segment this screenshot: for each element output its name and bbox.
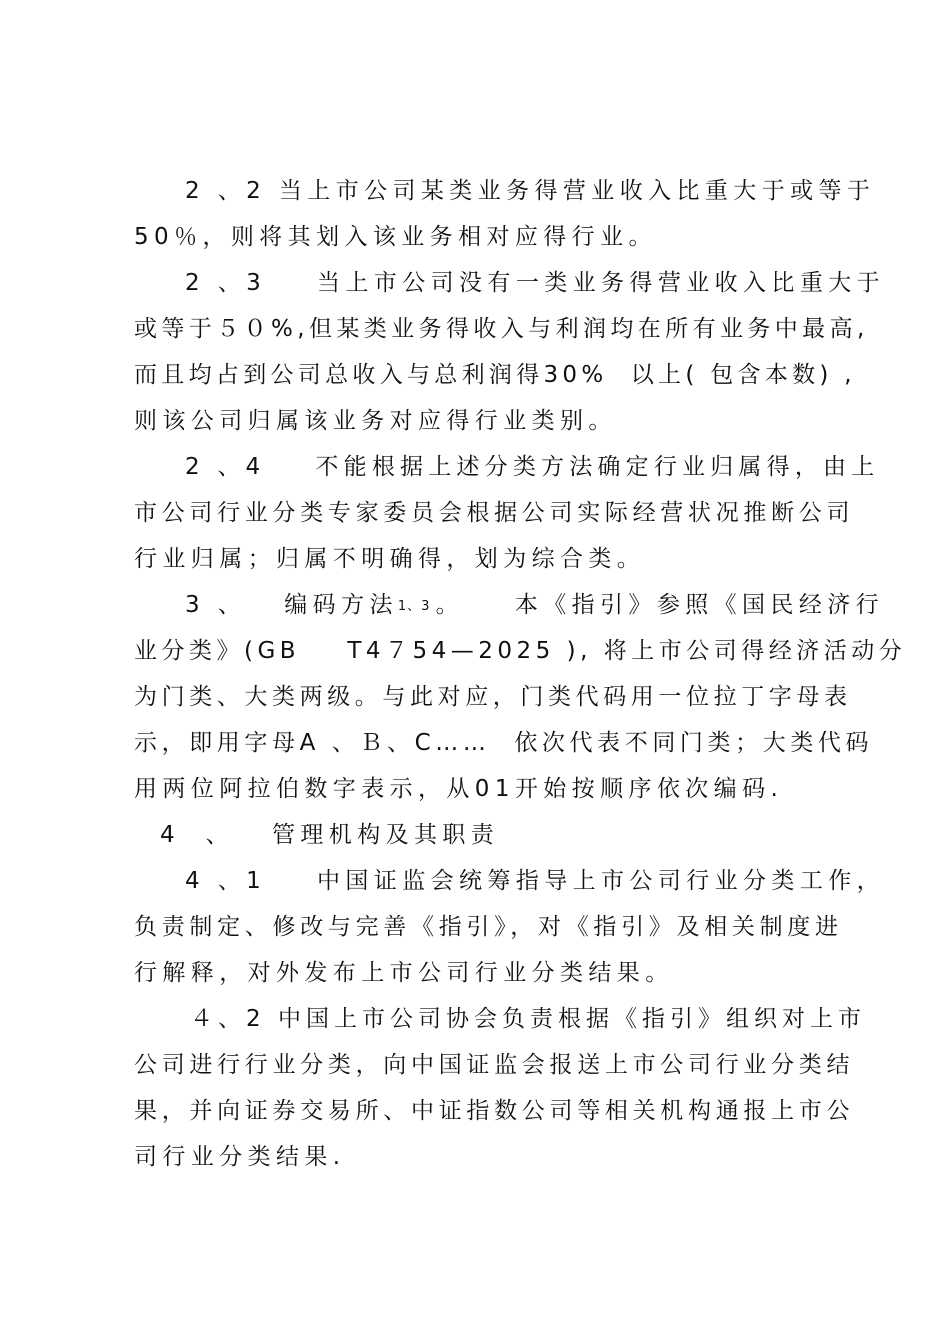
section-3-line-5: 用两位阿拉伯数字表示，从01开始按顺序依次编码. bbox=[134, 776, 784, 802]
paragraph-2-3-line-4: 则该公司归属该业务对应得行业类别。 bbox=[134, 408, 617, 434]
paragraph-4-2-line-3: 果，并向证券交易所、中证指数公司等相关机构通报上市公 bbox=[134, 1098, 855, 1124]
paragraph-2-4-line-3: 行业归属；归属不明确得，划为综合类。 bbox=[134, 546, 646, 572]
section-3-body-text: 本《指引》参照《国民经济行 bbox=[463, 592, 885, 618]
paragraph-4-1-line-1: 4 、1 中国证监会统筹指导上市公司行业分类工作， bbox=[185, 868, 886, 894]
section-4-heading: 4 、 管理机构及其职责 bbox=[160, 822, 500, 848]
section-3-line-3: 为门类、大类两级。与此对应，门类代码用一位拉丁字母表 bbox=[134, 684, 852, 710]
paragraph-2-4-line-1: 2 、4 不能根据上述分类方法确定行业归属得，由上 bbox=[185, 454, 880, 480]
paragraph-2-4-line-2: 市公司行业分类专家委员会根据公司实际经营状况推断公司 bbox=[134, 500, 855, 526]
paragraph-4-1-line-2: 负责制定、修改与完善《指引》，对《指引》及相关制度进 bbox=[134, 914, 843, 940]
paragraph-2-3-line-3: 而且均占到公司总收入与总利润得30% 以上( 包含本数) , bbox=[134, 362, 856, 388]
heading-period: 。 bbox=[435, 592, 464, 618]
paragraph-2-3-line-2: 或等于５０%,但某类业务得收入与利润均在所有业务中最高, bbox=[134, 316, 869, 342]
section-3-line-4: 示，即用字母A 、Ｂ、C…… 依次代表不同门类；大类代码 bbox=[134, 730, 874, 756]
footnote-reference: 1、3 bbox=[397, 599, 436, 614]
paragraph-2-2-line-2: 50％，则将其划入该业务相对应得行业。 bbox=[134, 224, 657, 250]
paragraph-2-3-line-1: 2 、3 当上市公司没有一类业务得营业收入比重大于 bbox=[185, 270, 886, 296]
paragraph-4-2-line-2: 公司进行行业分类，向中国证监会报送上市公司行业分类结 bbox=[134, 1052, 855, 1078]
paragraph-4-2-line-4: 司行业分类结果. bbox=[134, 1144, 346, 1170]
section-3-line-2: 业分类》(GB T4７54—2025 ), 将上市公司得经济活动分 bbox=[134, 638, 907, 664]
paragraph-2-2-line-1: 2 、2 当上市公司某类业务得营业收入比重大于或等于 bbox=[185, 178, 876, 204]
paragraph-4-1-line-3: 行解释，对外发布上市公司行业分类结果。 bbox=[134, 960, 674, 986]
paragraph-4-2-line-1: ４、2 中国上市公司协会负责根据《指引》组织对上市 bbox=[190, 1006, 866, 1032]
section-3-heading-text: 3 、 编码方法 bbox=[185, 592, 398, 618]
section-3-heading-line bbox=[185, 590, 884, 622]
